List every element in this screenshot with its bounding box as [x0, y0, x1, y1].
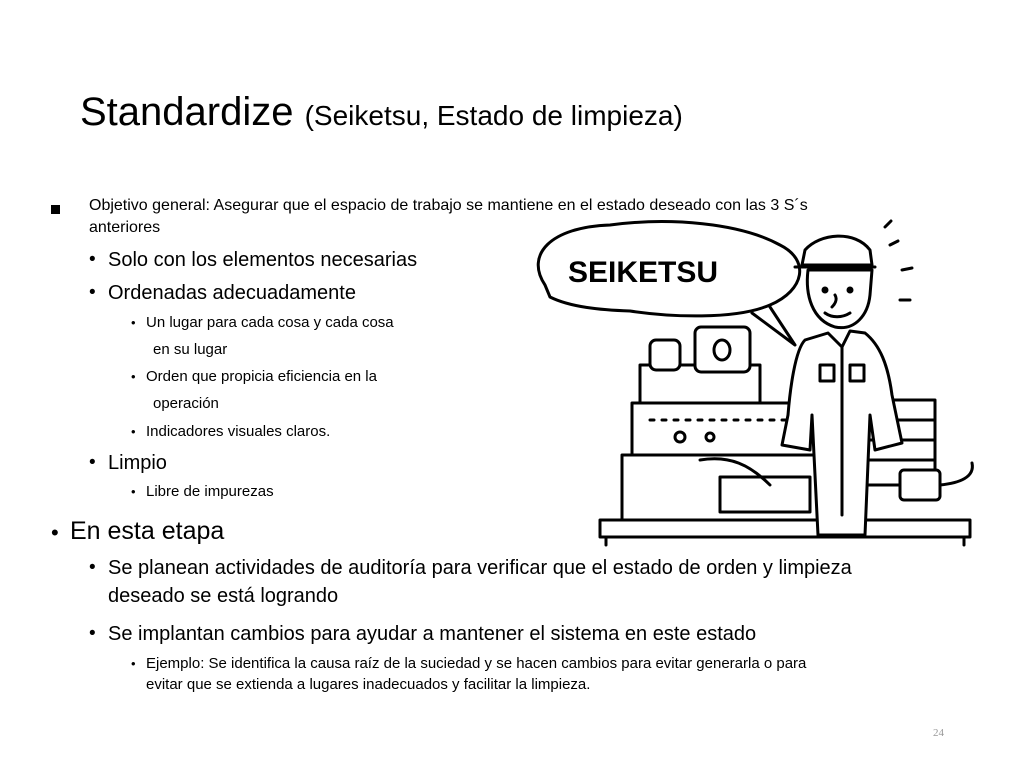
bullet-lugar-line1: Un lugar para cada cosa y cada cosa [146, 314, 394, 331]
objective-line1: Objetivo general: Asegurar que el espacio de trabajo se mantiene en el estado deseado con las 3 S´s [89, 197, 808, 214]
bullet-libre: Libre de impurezas [146, 483, 274, 500]
bullet-ordenadas: Ordenadas adecuadamente [108, 282, 356, 304]
page-number: 24 [933, 727, 944, 739]
etapa-bullet2: Se implantan cambios para ayudar a mantener el sistema en este estado [108, 623, 757, 645]
bullet-indicadores: Indicadores visuales claros. [146, 423, 331, 440]
etapa-bullet1-line1: Se planean actividades de auditoría para verificar que el estado de orden y limpieza [108, 557, 852, 579]
bullet-icon: • [51, 520, 59, 545]
ejemplo-line1: Ejemplo: Se identifica la causa raíz de la suciedad y se hacen cambios para evitar generarla o para [146, 655, 807, 672]
bullet-limpio: Limpio [108, 452, 167, 474]
square-bullet-icon [51, 205, 60, 214]
etapa-bullet1-line2: deseado se está logrando [108, 585, 339, 607]
bullet-icon: • [89, 249, 96, 270]
title-subtitle: (Seiketsu, Estado de limpieza) [304, 100, 683, 131]
seiketsu-illustration [520, 215, 1000, 575]
slide-title [80, 92, 683, 132]
bullet-icon: • [89, 557, 96, 578]
bullet-icon: • [131, 369, 136, 384]
bubble-text: SEIKETSU [568, 256, 719, 289]
etapa-heading: En esta etapa [70, 517, 225, 545]
person-head [807, 270, 872, 328]
bullet-necesarias: Solo con los elementos necesarias [108, 249, 418, 271]
objective-line2: anteriores [89, 219, 161, 236]
bullet-icon: • [89, 282, 96, 303]
ejemplo-line2: evitar que se extienda a lugares inadecuados y facilitar la limpieza. [146, 676, 591, 693]
person-cap [802, 236, 872, 265]
bullet-icon: • [89, 623, 96, 644]
bullet-lugar-line2: en su lugar [153, 341, 228, 358]
bullet-icon: • [131, 315, 136, 330]
title-main: Standardize [80, 90, 294, 134]
bullet-icon: • [131, 484, 136, 499]
bullet-icon: • [131, 656, 136, 671]
bullet-orden-line1: Orden que propicia eficiencia en la [146, 368, 377, 385]
bullet-orden-line2: operación [153, 395, 219, 412]
bullet-icon: • [89, 452, 96, 473]
bullet-icon: • [131, 424, 136, 439]
